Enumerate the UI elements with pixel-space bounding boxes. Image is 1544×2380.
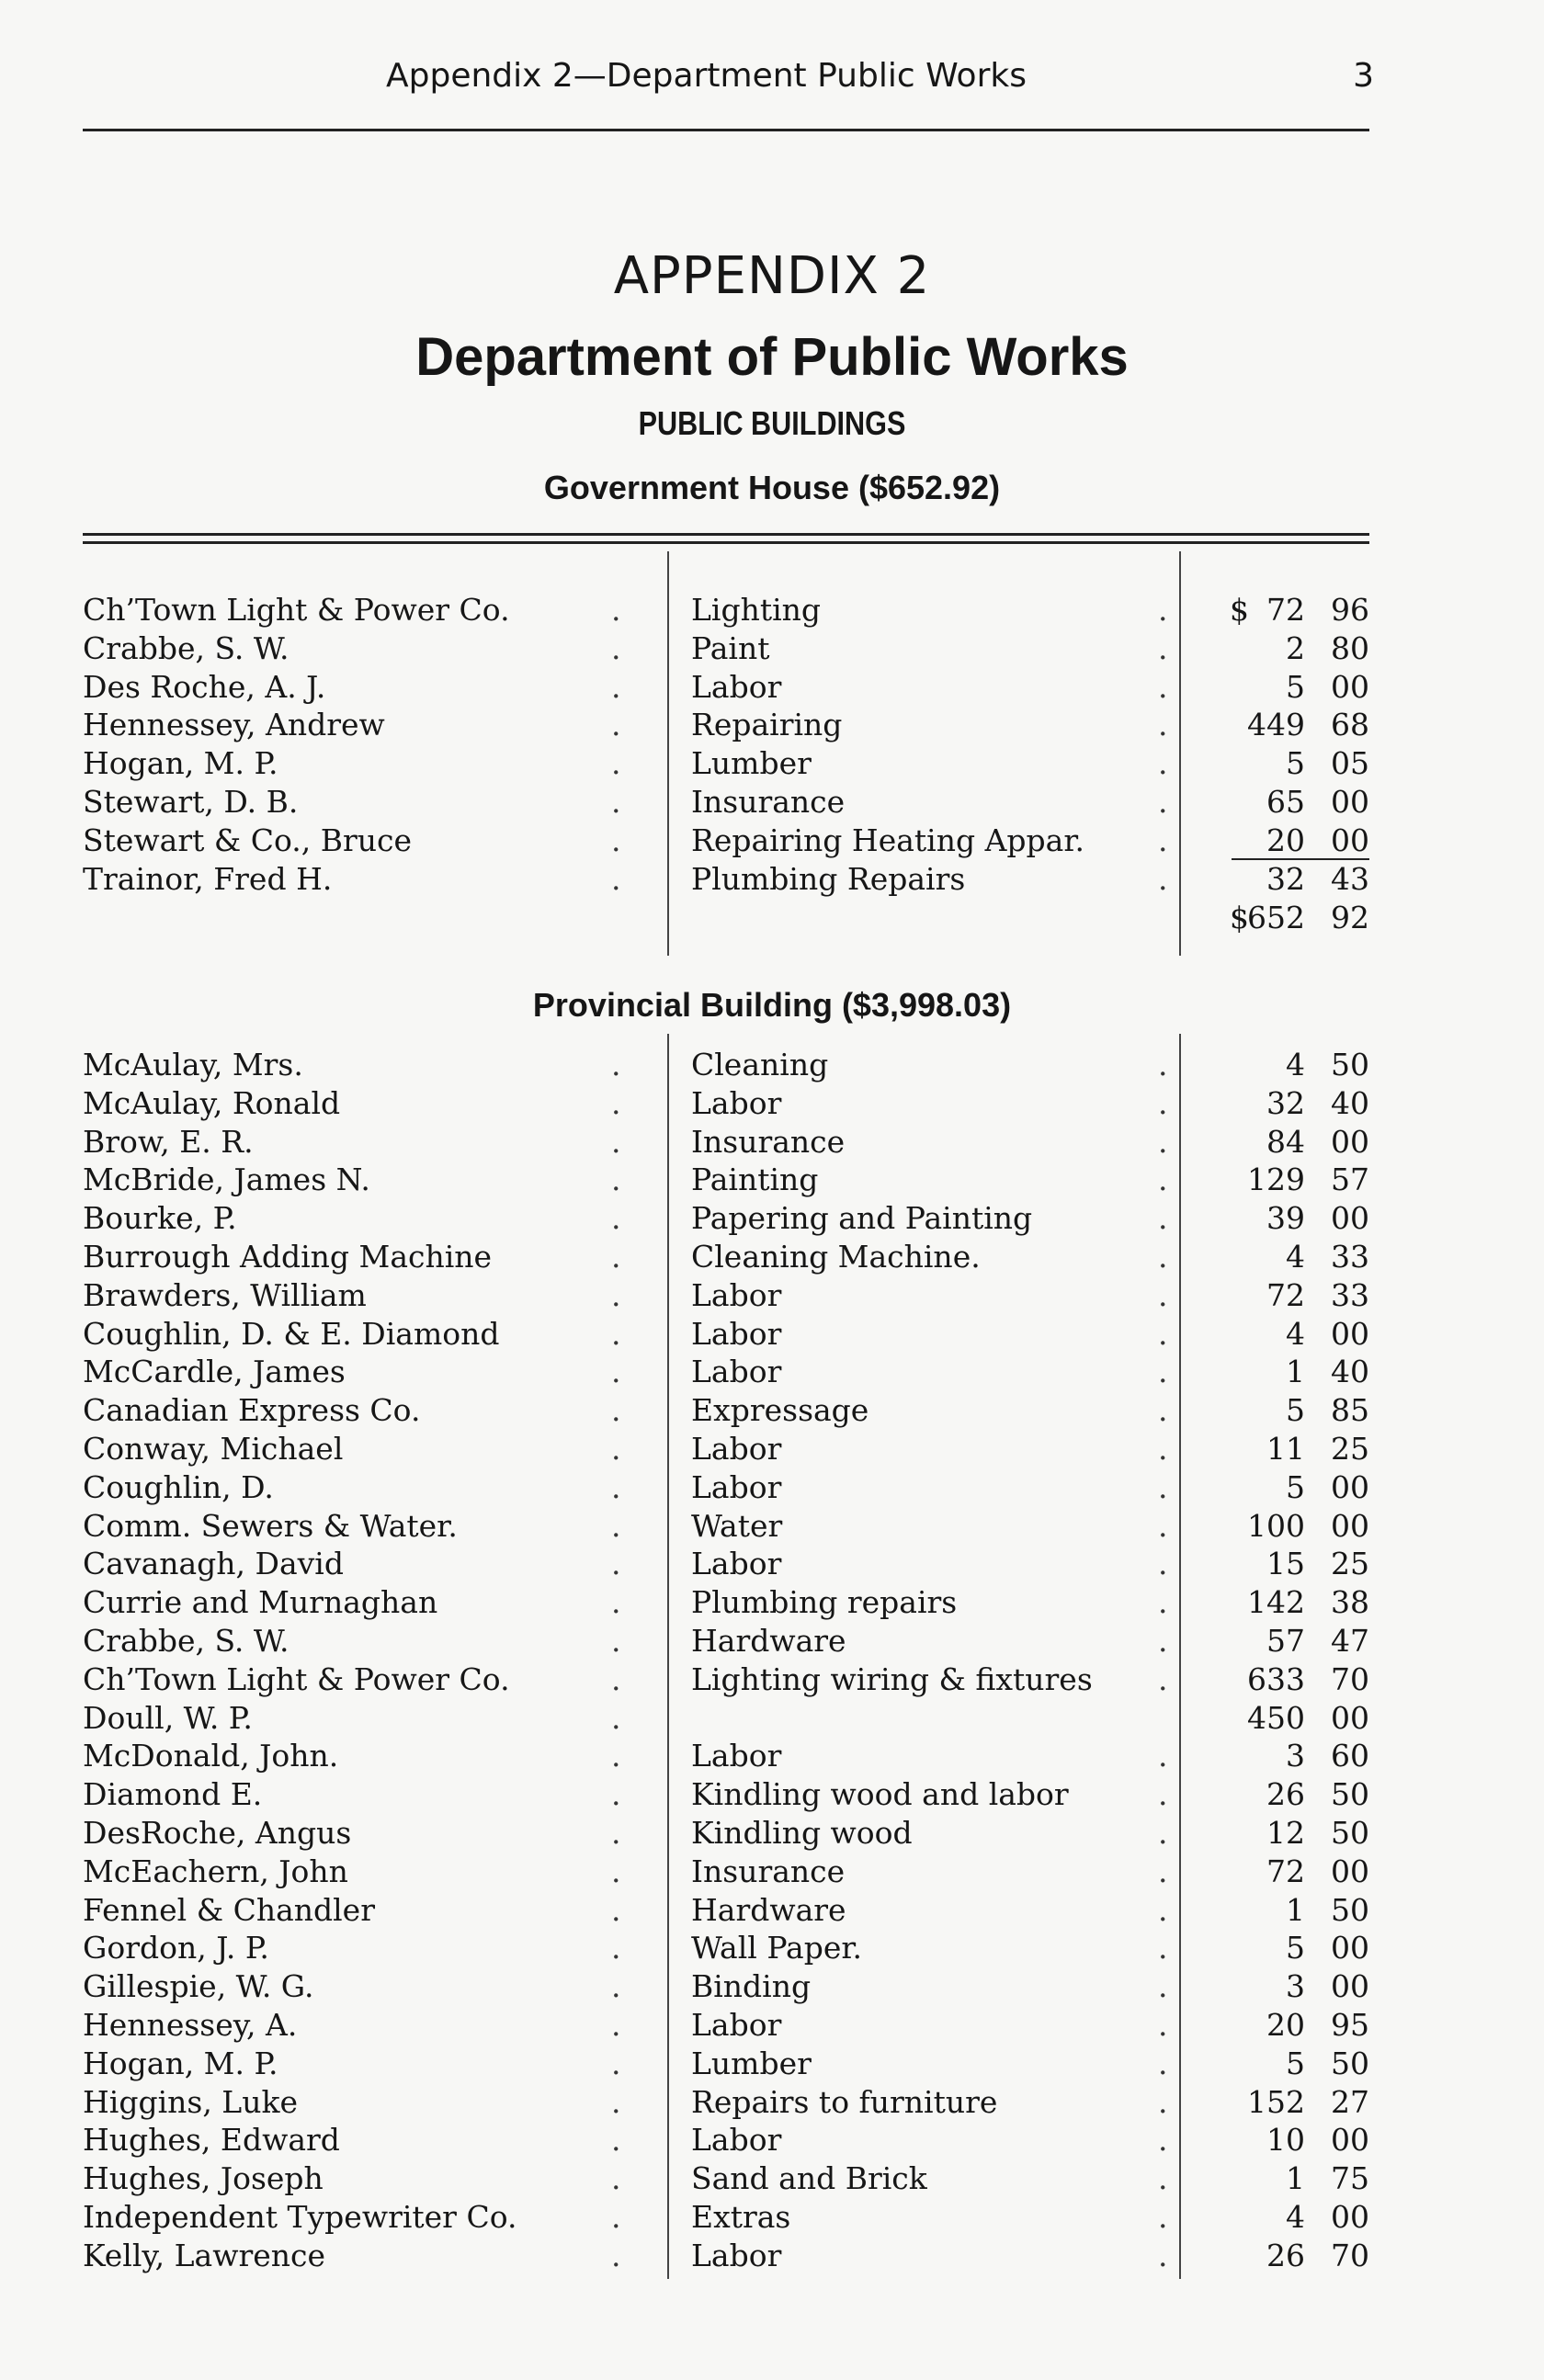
total-dollars: 652: [1247, 900, 1305, 936]
amount-dollars: 57: [1266, 1622, 1305, 1659]
leader-dot: .: [611, 1047, 621, 1082]
payee-name: Higgins, Luke: [83, 2083, 298, 2120]
amount-dollars: 5: [1286, 745, 1305, 782]
leader-dot: .: [1158, 1507, 1168, 1544]
amount-dollars: 2: [1286, 629, 1305, 666]
amount-dollars: 4: [1286, 1047, 1305, 1082]
ledger-row: [83, 1853, 1369, 1891]
amount-dollars: 20: [1266, 2006, 1305, 2043]
leader-dot: .: [611, 668, 621, 705]
amount-dollars: 129: [1247, 1162, 1305, 1198]
leader-dot: .: [1158, 1738, 1168, 1774]
amount-dollars: 633: [1247, 1660, 1305, 1697]
amount-cents: 57: [1331, 1162, 1369, 1198]
amount-cents: 00: [1331, 1123, 1369, 1160]
payee-name: McAulay, Mrs.: [83, 1047, 303, 1082]
amount-cents: 27: [1331, 2083, 1369, 2120]
ledger-row: [83, 1468, 1369, 1507]
amount-cents: 50: [1331, 1776, 1369, 1813]
amount-dollars: 1: [1286, 1891, 1305, 1928]
dollar-sign: $: [1230, 592, 1249, 628]
amount-dollars: 142: [1247, 1584, 1305, 1621]
ledger-row: [83, 629, 1369, 668]
item-description: Hardware: [691, 1622, 846, 1659]
leader-dot: .: [611, 2006, 621, 2043]
ledger-row: [83, 2006, 1369, 2045]
leader-dot: .: [611, 1315, 621, 1352]
leader-dot: .: [1158, 2198, 1168, 2235]
government-house-heading: Government House ($652.92): [543, 469, 1001, 506]
leader-dot: .: [1158, 668, 1168, 705]
amount-dollars: 3: [1286, 1968, 1305, 2005]
leader-dot: .: [1158, 1084, 1168, 1121]
ledger-row: [83, 2237, 1369, 2275]
item-description: Papering and Painting: [691, 1200, 1033, 1237]
payee-name: Stewart, D. B.: [83, 783, 299, 820]
payee-name: Bourke, P.: [83, 1200, 237, 1237]
payee-name: McCardle, James: [83, 1354, 346, 1390]
leader-dot: .: [1158, 1047, 1168, 1082]
amount-cents: 50: [1331, 1891, 1369, 1928]
payee-name: Canadian Express Co.: [83, 1392, 421, 1429]
ledger-row: [83, 783, 1369, 822]
department-title: Department of Public Works: [415, 327, 1129, 387]
dollar-sign: $: [1230, 900, 1249, 936]
item-description: Plumbing Repairs: [691, 860, 966, 897]
item-description: Labor: [691, 2006, 782, 2043]
item-description: Labor: [691, 2237, 782, 2273]
item-description: Cleaning: [691, 1047, 829, 1082]
amount-cents: 50: [1331, 2045, 1369, 2081]
amount-dollars: 5: [1286, 1930, 1305, 1966]
leader-dot: .: [1158, 1930, 1168, 1966]
leader-dot: .: [611, 592, 621, 628]
leader-dot: .: [1158, 1546, 1168, 1582]
payee-name: Currie and Murnaghan: [83, 1584, 438, 1621]
amount-dollars: 20: [1266, 822, 1305, 858]
amount-cents: 33: [1331, 1276, 1369, 1313]
leader-dot: .: [611, 2122, 621, 2159]
item-description: Labor: [691, 1084, 782, 1121]
amount-dollars: 100: [1247, 1507, 1305, 1544]
leader-dot: .: [1158, 2160, 1168, 2197]
ledger-row: [83, 1391, 1369, 1430]
leader-dot: .: [1158, 1891, 1168, 1928]
leader-dot: .: [1158, 1853, 1168, 1889]
amount-cents: 43: [1331, 860, 1369, 897]
ledger-row: [83, 1161, 1369, 1199]
ledger-row: [83, 2121, 1369, 2159]
provincial-building-heading: Provincial Building ($3,998.03): [532, 986, 1012, 1024]
amount-dollars: 449: [1247, 707, 1305, 743]
ledger-row: [83, 1084, 1369, 1123]
ledger-row: [83, 2083, 1369, 2122]
item-description: Water: [691, 1507, 783, 1544]
item-description: Paint: [691, 629, 770, 666]
item-description: Painting: [691, 1162, 819, 1198]
amount-dollars: 84: [1266, 1123, 1305, 1160]
payee-name: McAulay, Ronald: [83, 1084, 341, 1121]
payee-name: Doull, W. P.: [83, 1699, 253, 1736]
leader-dot: .: [611, 1430, 621, 1467]
leader-dot: .: [611, 1200, 621, 1237]
ledger-row: [83, 1622, 1369, 1660]
item-description: Wall Paper.: [691, 1930, 863, 1966]
leader-dot: .: [611, 1891, 621, 1928]
payee-name: Fennel & Chandler: [83, 1891, 375, 1928]
leader-dot: .: [1158, 1430, 1168, 1467]
total-row: [83, 898, 1369, 938]
leader-dot: .: [611, 1776, 621, 1813]
payee-name: Gordon, J. P.: [83, 1930, 269, 1966]
leader-dot: .: [611, 1276, 621, 1313]
double-rule: [83, 533, 1369, 544]
amount-cents: 00: [1331, 2122, 1369, 2159]
ledger-row: [83, 1814, 1369, 1853]
leader-dot: .: [611, 1084, 621, 1121]
leader-dot: .: [611, 2160, 621, 2197]
leader-dot: .: [611, 745, 621, 782]
ledger-row: [83, 591, 1369, 629]
leader-dot: .: [1158, 1315, 1168, 1352]
payee-name: Crabbe, S. W.: [83, 629, 290, 666]
leader-dot: .: [1158, 1776, 1168, 1813]
amount-cents: 50: [1331, 1047, 1369, 1082]
leader-dot: .: [611, 1584, 621, 1621]
ledger-row: [83, 1775, 1369, 1814]
leader-dot: .: [1158, 2006, 1168, 2043]
ledger-row: [83, 1929, 1369, 1967]
leader-dot: .: [611, 1507, 621, 1544]
amount-cents: 00: [1331, 1853, 1369, 1889]
amount-cents: 68: [1331, 707, 1369, 743]
leader-dot: .: [611, 1354, 621, 1390]
leader-dot: .: [1158, 2083, 1168, 2120]
ledger-row: [83, 1276, 1369, 1315]
ledger-row: [83, 1699, 1369, 1738]
item-description: Expressage: [691, 1392, 869, 1429]
leader-dot: .: [611, 1738, 621, 1774]
leader-dot: .: [611, 860, 621, 897]
leader-dot: .: [611, 1392, 621, 1429]
amount-dollars: 4: [1286, 2198, 1305, 2235]
ledger-row: [83, 1238, 1369, 1276]
ledger-row: [83, 2159, 1369, 2198]
item-description: Sand and Brick: [691, 2160, 927, 2197]
leader-dot: .: [611, 783, 621, 820]
item-description: Labor: [691, 1430, 782, 1467]
item-description: Lighting wiring & fixtures: [691, 1660, 1093, 1697]
payee-name: McBride, James N.: [83, 1162, 370, 1198]
leader-dot: .: [1158, 1584, 1168, 1621]
amount-cents: 00: [1331, 1315, 1369, 1352]
amount-dollars: 152: [1247, 2083, 1305, 2120]
leader-dot: .: [611, 1814, 621, 1851]
ledger-row: [83, 668, 1369, 707]
item-description: Labor: [691, 1354, 782, 1390]
amount-dollars: 4: [1286, 1315, 1305, 1352]
amount-dollars: 5: [1286, 668, 1305, 705]
amount-cents: 00: [1331, 1968, 1369, 2005]
amount-cents: 38: [1331, 1584, 1369, 1621]
amount-cents: 25: [1331, 1546, 1369, 1582]
government-house-ledger: [83, 591, 1369, 938]
item-description: Insurance: [691, 783, 846, 820]
leader-dot: .: [611, 2198, 621, 2235]
amount-cents: 85: [1331, 1392, 1369, 1429]
leader-dot: .: [1158, 1238, 1168, 1275]
leader-dot: .: [1158, 2237, 1168, 2273]
amount-cents: 60: [1331, 1738, 1369, 1774]
amount-cents: 40: [1331, 1354, 1369, 1390]
item-description: Extras: [691, 2198, 791, 2235]
leader-dot: .: [611, 1546, 621, 1582]
ledger-row: [83, 1315, 1369, 1354]
amount-dollars: 12: [1266, 1814, 1305, 1851]
ledger-row: [83, 1199, 1369, 1238]
amount-dollars: 11: [1266, 1430, 1305, 1467]
payee-name: Brow, E. R.: [83, 1123, 254, 1160]
leader-dot: .: [611, 1930, 621, 1966]
item-description: Binding: [691, 1968, 812, 2005]
leader-dot: .: [611, 1699, 621, 1736]
amount-cents: 95: [1331, 2006, 1369, 2043]
item-description: Labor: [691, 1276, 782, 1313]
provincial-building-ledger: [83, 1046, 1369, 2275]
leader-dot: .: [1158, 1162, 1168, 1198]
amount-dollars: 450: [1247, 1699, 1305, 1736]
amount-cents: 96: [1331, 592, 1369, 628]
payee-name: Hughes, Edward: [83, 2122, 340, 2159]
amount-dollars: 5: [1286, 1392, 1305, 1429]
item-description: Labor: [691, 1738, 782, 1774]
leader-dot: .: [611, 1468, 621, 1505]
amount-dollars: 26: [1266, 1776, 1305, 1813]
item-description: Insurance: [691, 1853, 846, 1889]
total-cents: 92: [1331, 900, 1369, 936]
payee-name: Hogan, M. P.: [83, 2045, 278, 2081]
leader-dot: .: [1158, 1814, 1168, 1851]
ledger-row: [83, 822, 1369, 860]
item-description: Lumber: [691, 745, 812, 782]
amount-dollars: 5: [1286, 1468, 1305, 1505]
payee-name: Ch’Town Light & Power Co.: [83, 1660, 510, 1697]
ledger-row: [83, 1737, 1369, 1775]
payee-name: Des Roche, A. J.: [83, 668, 326, 705]
leader-dot: .: [1158, 592, 1168, 628]
payee-name: Independent Typewriter Co.: [83, 2198, 517, 2235]
leader-dot: .: [611, 1123, 621, 1160]
leader-dot: .: [1158, 629, 1168, 666]
item-description: Repairing: [691, 707, 843, 743]
item-description: Labor: [691, 1468, 782, 1505]
ledger-row: [83, 1891, 1369, 1930]
leader-dot: .: [1158, 1622, 1168, 1659]
amount-dollars: 32: [1266, 1084, 1305, 1121]
leader-dot: .: [611, 1622, 621, 1659]
leader-dot: .: [611, 2237, 621, 2273]
appendix-title: APPENDIX 2: [613, 246, 931, 306]
payee-name: Cavanagh, David: [83, 1546, 344, 1582]
payee-name: Hennessey, Andrew: [83, 707, 385, 743]
payee-name: Coughlin, D. & E. Diamond: [83, 1315, 500, 1352]
item-description: Labor: [691, 1546, 782, 1582]
ledger-row: [83, 1046, 1369, 1084]
leader-dot: .: [1158, 1123, 1168, 1160]
amount-dollars: 1: [1286, 2160, 1305, 2197]
item-description: Kindling wood and labor: [691, 1776, 1069, 1813]
header-rule: [83, 129, 1369, 131]
leader-dot: .: [611, 629, 621, 666]
item-description: Repairs to furniture: [691, 2083, 998, 2120]
item-description: Cleaning Machine.: [691, 1238, 981, 1275]
leader-dot: .: [1158, 2045, 1168, 2081]
leader-dot: .: [1158, 1968, 1168, 2005]
amount-dollars: 72: [1266, 592, 1305, 628]
ledger-row: [83, 2198, 1369, 2237]
payee-name: Ch’Town Light & Power Co.: [83, 592, 510, 628]
amount-cents: 00: [1331, 1930, 1369, 1966]
leader-dot: .: [1158, 1276, 1168, 1313]
amount-cents: 00: [1331, 783, 1369, 820]
item-description: Lumber: [691, 2045, 812, 2081]
amount-dollars: 4: [1286, 1238, 1305, 1275]
leader-dot: .: [1158, 1354, 1168, 1390]
leader-dot: .: [1158, 745, 1168, 782]
amount-cents: 05: [1331, 745, 1369, 782]
amount-dollars: 15: [1266, 1546, 1305, 1582]
ledger-row: [83, 1430, 1369, 1468]
item-description: Labor: [691, 2122, 782, 2159]
amount-dollars: 5: [1286, 2045, 1305, 2081]
payee-name: Brawders, William: [83, 1276, 367, 1313]
payee-name: Hennessey, A.: [83, 2006, 298, 2043]
leader-dot: .: [611, 1660, 621, 1697]
leader-dot: .: [611, 1853, 621, 1889]
item-description: Lighting: [691, 592, 822, 628]
payee-name: Burrough Adding Machine: [83, 1238, 493, 1275]
amount-dollars: 39: [1266, 1200, 1305, 1237]
amount-cents: 70: [1331, 1660, 1369, 1697]
ledger-row: [83, 860, 1369, 899]
payee-name: Diamond E.: [83, 1776, 263, 1813]
item-description: Insurance: [691, 1123, 846, 1160]
item-description: Repairing Heating Appar.: [691, 822, 1084, 858]
payee-name: McEachern, John: [83, 1853, 348, 1889]
ledger-row: [83, 1583, 1369, 1622]
leader-dot: .: [611, 2045, 621, 2081]
amount-cents: 00: [1331, 2198, 1369, 2235]
payee-name: Hogan, M. P.: [83, 745, 278, 782]
amount-dollars: 10: [1266, 2122, 1305, 2159]
ledger-row: [83, 1967, 1369, 2006]
payee-name: Stewart & Co., Bruce: [83, 822, 413, 858]
payee-name: Gillespie, W. G.: [83, 1968, 314, 2005]
amount-cents: 50: [1331, 1814, 1369, 1851]
ledger-row: [83, 1660, 1369, 1699]
leader-dot: .: [611, 1238, 621, 1275]
leader-dot: .: [611, 822, 621, 858]
payee-name: Conway, Michael: [83, 1430, 344, 1467]
ledger-row: [83, 706, 1369, 744]
amount-dollars: 3: [1286, 1738, 1305, 1774]
leader-dot: .: [611, 2083, 621, 2120]
leader-dot: .: [1158, 783, 1168, 820]
amount-dollars: 32: [1266, 860, 1305, 897]
payee-name: Kelly, Lawrence: [83, 2237, 326, 2273]
amount-cents: 00: [1331, 1699, 1369, 1736]
payee-name: McDonald, John.: [83, 1738, 339, 1774]
section-title: PUBLIC BUILDINGS: [638, 404, 906, 442]
amount-cents: 00: [1331, 1507, 1369, 1544]
amount-cents: 47: [1331, 1622, 1369, 1659]
payee-name: Hughes, Joseph: [83, 2160, 324, 2197]
item-description: Kindling wood: [691, 1814, 913, 1851]
amount-cents: 75: [1331, 2160, 1369, 2197]
item-description: Labor: [691, 668, 782, 705]
leader-dot: .: [1158, 1200, 1168, 1237]
amount-cents: 00: [1331, 1200, 1369, 1237]
leader-dot: .: [611, 1162, 621, 1198]
amount-dollars: 1: [1286, 1354, 1305, 1390]
leader-dot: .: [611, 707, 621, 743]
leader-dot: .: [611, 1968, 621, 2005]
amount-cents: 33: [1331, 1238, 1369, 1275]
ledger-row: [83, 744, 1369, 783]
amount-cents: 25: [1331, 1430, 1369, 1467]
leader-dot: .: [1158, 1660, 1168, 1697]
payee-name: DesRoche, Angus: [83, 1814, 352, 1851]
ledger-row: [83, 2045, 1369, 2083]
item-description: Plumbing repairs: [691, 1584, 958, 1621]
leader-dot: .: [1158, 1468, 1168, 1505]
amount-dollars: 65: [1266, 783, 1305, 820]
leader-dot: .: [1158, 707, 1168, 743]
amount-cents: 00: [1331, 822, 1369, 858]
amount-cents: 40: [1331, 1084, 1369, 1121]
item-description: Hardware: [691, 1891, 846, 1928]
payee-name: Coughlin, D.: [83, 1468, 274, 1505]
payee-name: Crabbe, S. W.: [83, 1622, 290, 1659]
leader-dot: .: [1158, 1392, 1168, 1429]
item-description: Labor: [691, 1315, 782, 1352]
payee-name: Trainor, Fred H.: [83, 860, 333, 897]
ledger-row: [83, 1545, 1369, 1583]
leader-dot: .: [1158, 2122, 1168, 2159]
amount-cents: 70: [1331, 2237, 1369, 2273]
leader-dot: .: [1158, 822, 1168, 858]
ledger-row: [83, 1507, 1369, 1546]
amount-dollars: 72: [1266, 1276, 1305, 1313]
running-head-title: Appendix 2—Department Public Works: [386, 57, 1027, 95]
ledger-row: [83, 1353, 1369, 1391]
amount-cents: 80: [1331, 629, 1369, 666]
amount-dollars: 26: [1266, 2237, 1305, 2273]
page-number: 3: [1353, 57, 1374, 95]
amount-cents: 00: [1331, 668, 1369, 705]
amount-dollars: 72: [1266, 1853, 1305, 1889]
payee-name: Comm. Sewers & Water.: [83, 1507, 458, 1544]
leader-dot: .: [1158, 860, 1168, 897]
amount-cents: 00: [1331, 1468, 1369, 1505]
ledger-row: [83, 1123, 1369, 1162]
